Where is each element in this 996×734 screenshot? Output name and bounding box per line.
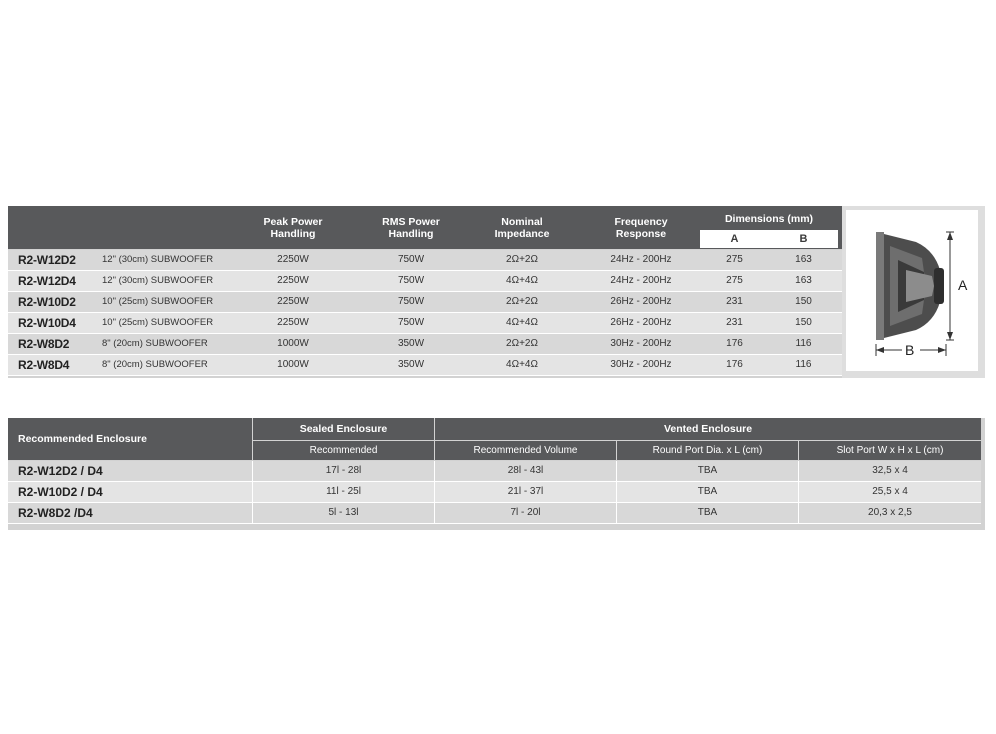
cell-round: TBA — [697, 465, 718, 476]
model-name: R2-W12D2 — [18, 253, 76, 267]
enclosure-table — [8, 418, 985, 530]
cell-peak: 1000W — [277, 338, 309, 349]
header-dimensions: Dimensions (mm) — [724, 213, 814, 225]
cell-impedance: 2Ω+2Ω — [506, 254, 538, 265]
sealed-enclosure-header: Sealed Enclosure — [253, 418, 434, 440]
cell-impedance: 2Ω+2Ω — [506, 296, 538, 307]
cell-b: 116 — [795, 338, 812, 349]
dimensions-subheader — [700, 230, 838, 248]
cell-rms: 750W — [397, 317, 425, 328]
cell-a: 176 — [726, 359, 743, 370]
cell-impedance: 4Ω+4Ω — [506, 317, 538, 328]
cell-impedance: 4Ω+4Ω — [506, 359, 538, 370]
cell-rms: 750W — [397, 275, 425, 286]
cell-sealed: 17l - 28l — [325, 465, 362, 476]
cell-b: 163 — [795, 254, 812, 265]
cell-sealed: 5l - 13l — [328, 507, 359, 518]
cell-volume: 28l - 43l — [507, 465, 544, 476]
cell-rms: 350W — [397, 338, 425, 349]
cell-peak: 2250W — [277, 275, 309, 286]
model-name: R2-W10D2 / D4 — [18, 485, 103, 499]
model-name: R2-W12D4 — [18, 274, 76, 288]
cell-round: TBA — [697, 507, 718, 518]
cell-a: 176 — [726, 338, 743, 349]
cell-frequency: 30Hz - 200Hz — [610, 338, 672, 349]
header-peak-power: Peak Power Handling — [263, 216, 323, 240]
cell-sealed: 11l - 25l — [326, 486, 361, 497]
cell-rms: 750W — [397, 254, 425, 265]
cell-frequency: 24Hz - 200Hz — [610, 275, 672, 286]
cell-slot: 25,5 x 4 — [872, 486, 908, 497]
subheader-round-port: Round Port Dia. x L (cm) — [617, 441, 798, 460]
model-description: 10" (25cm) SUBWOOFER — [102, 317, 214, 328]
header-dim-a: A — [730, 233, 739, 245]
cell-b: 150 — [795, 296, 812, 307]
table-row — [8, 292, 842, 313]
header-frequency: Frequency Response — [614, 216, 668, 240]
dimension-diagram — [842, 206, 985, 378]
model-name: R2-W8D4 — [18, 358, 70, 372]
header-dim-b: B — [799, 233, 808, 245]
dimension-a-label: A — [958, 277, 968, 293]
cell-volume: 7l - 20l — [510, 507, 541, 518]
table-row — [8, 482, 981, 503]
model-name: R2-W8D2 /D4 — [18, 506, 93, 520]
model-description: 8" (20cm) SUBWOOFER — [102, 338, 208, 349]
cell-b: 116 — [795, 359, 812, 370]
spec-table-header — [8, 206, 842, 249]
table-row — [8, 503, 981, 524]
cell-a: 231 — [726, 296, 743, 307]
model-description: 8" (20cm) SUBWOOFER — [102, 359, 208, 370]
subheader-recommended: Recommended — [253, 441, 434, 460]
table-row — [8, 271, 842, 292]
dimension-b-label: B — [905, 342, 915, 358]
cell-volume: 21l - 37l — [507, 486, 544, 497]
cell-a: 275 — [726, 275, 743, 286]
model-name: R2-W8D2 — [18, 337, 70, 351]
model-name: R2-W10D4 — [18, 316, 76, 330]
model-description: 12" (30cm) SUBWOOFER — [102, 275, 214, 286]
table-row — [8, 461, 981, 482]
subwoofer-profile-icon — [846, 210, 978, 371]
cell-frequency: 26Hz - 200Hz — [610, 296, 672, 307]
vented-enclosure-header: Vented Enclosure — [435, 418, 981, 440]
cell-slot: 32,5 x 4 — [872, 465, 908, 476]
header-rms-power: RMS Power Handling — [382, 216, 440, 240]
cell-peak: 2250W — [277, 254, 309, 265]
cell-b: 163 — [795, 275, 812, 286]
model-description: 10" (25cm) SUBWOOFER — [102, 296, 214, 307]
model-name: R2-W10D2 — [18, 295, 76, 309]
cell-peak: 2250W — [277, 296, 309, 307]
cell-slot: 20,3 x 2,5 — [868, 507, 912, 518]
header-impedance: Nominal Impedance — [494, 216, 550, 240]
cell-frequency: 30Hz - 200Hz — [610, 359, 672, 370]
cell-rms: 350W — [397, 359, 425, 370]
table-row — [8, 250, 842, 271]
cell-frequency: 26Hz - 200Hz — [610, 317, 672, 328]
cell-frequency: 24Hz - 200Hz — [610, 254, 672, 265]
cell-b: 150 — [795, 317, 812, 328]
spec-table — [8, 206, 985, 378]
subheader-recommended-volume: Recommended Volume — [435, 441, 616, 460]
cell-a: 231 — [726, 317, 743, 328]
enclosure-title: Recommended Enclosure — [8, 418, 252, 460]
subheader-slot-port: Slot Port W x H x L (cm) — [799, 441, 981, 460]
model-description: 12" (30cm) SUBWOOFER — [102, 254, 214, 265]
table-row — [8, 355, 842, 376]
cell-rms: 750W — [397, 296, 425, 307]
cell-impedance: 4Ω+4Ω — [506, 275, 538, 286]
cell-round: TBA — [697, 486, 718, 497]
model-name: R2-W12D2 / D4 — [18, 464, 103, 478]
table-row — [8, 313, 842, 334]
cell-peak: 1000W — [277, 359, 309, 370]
cell-impedance: 2Ω+2Ω — [506, 338, 538, 349]
cell-peak: 2250W — [277, 317, 309, 328]
cell-a: 275 — [726, 254, 743, 265]
table-row — [8, 334, 842, 355]
